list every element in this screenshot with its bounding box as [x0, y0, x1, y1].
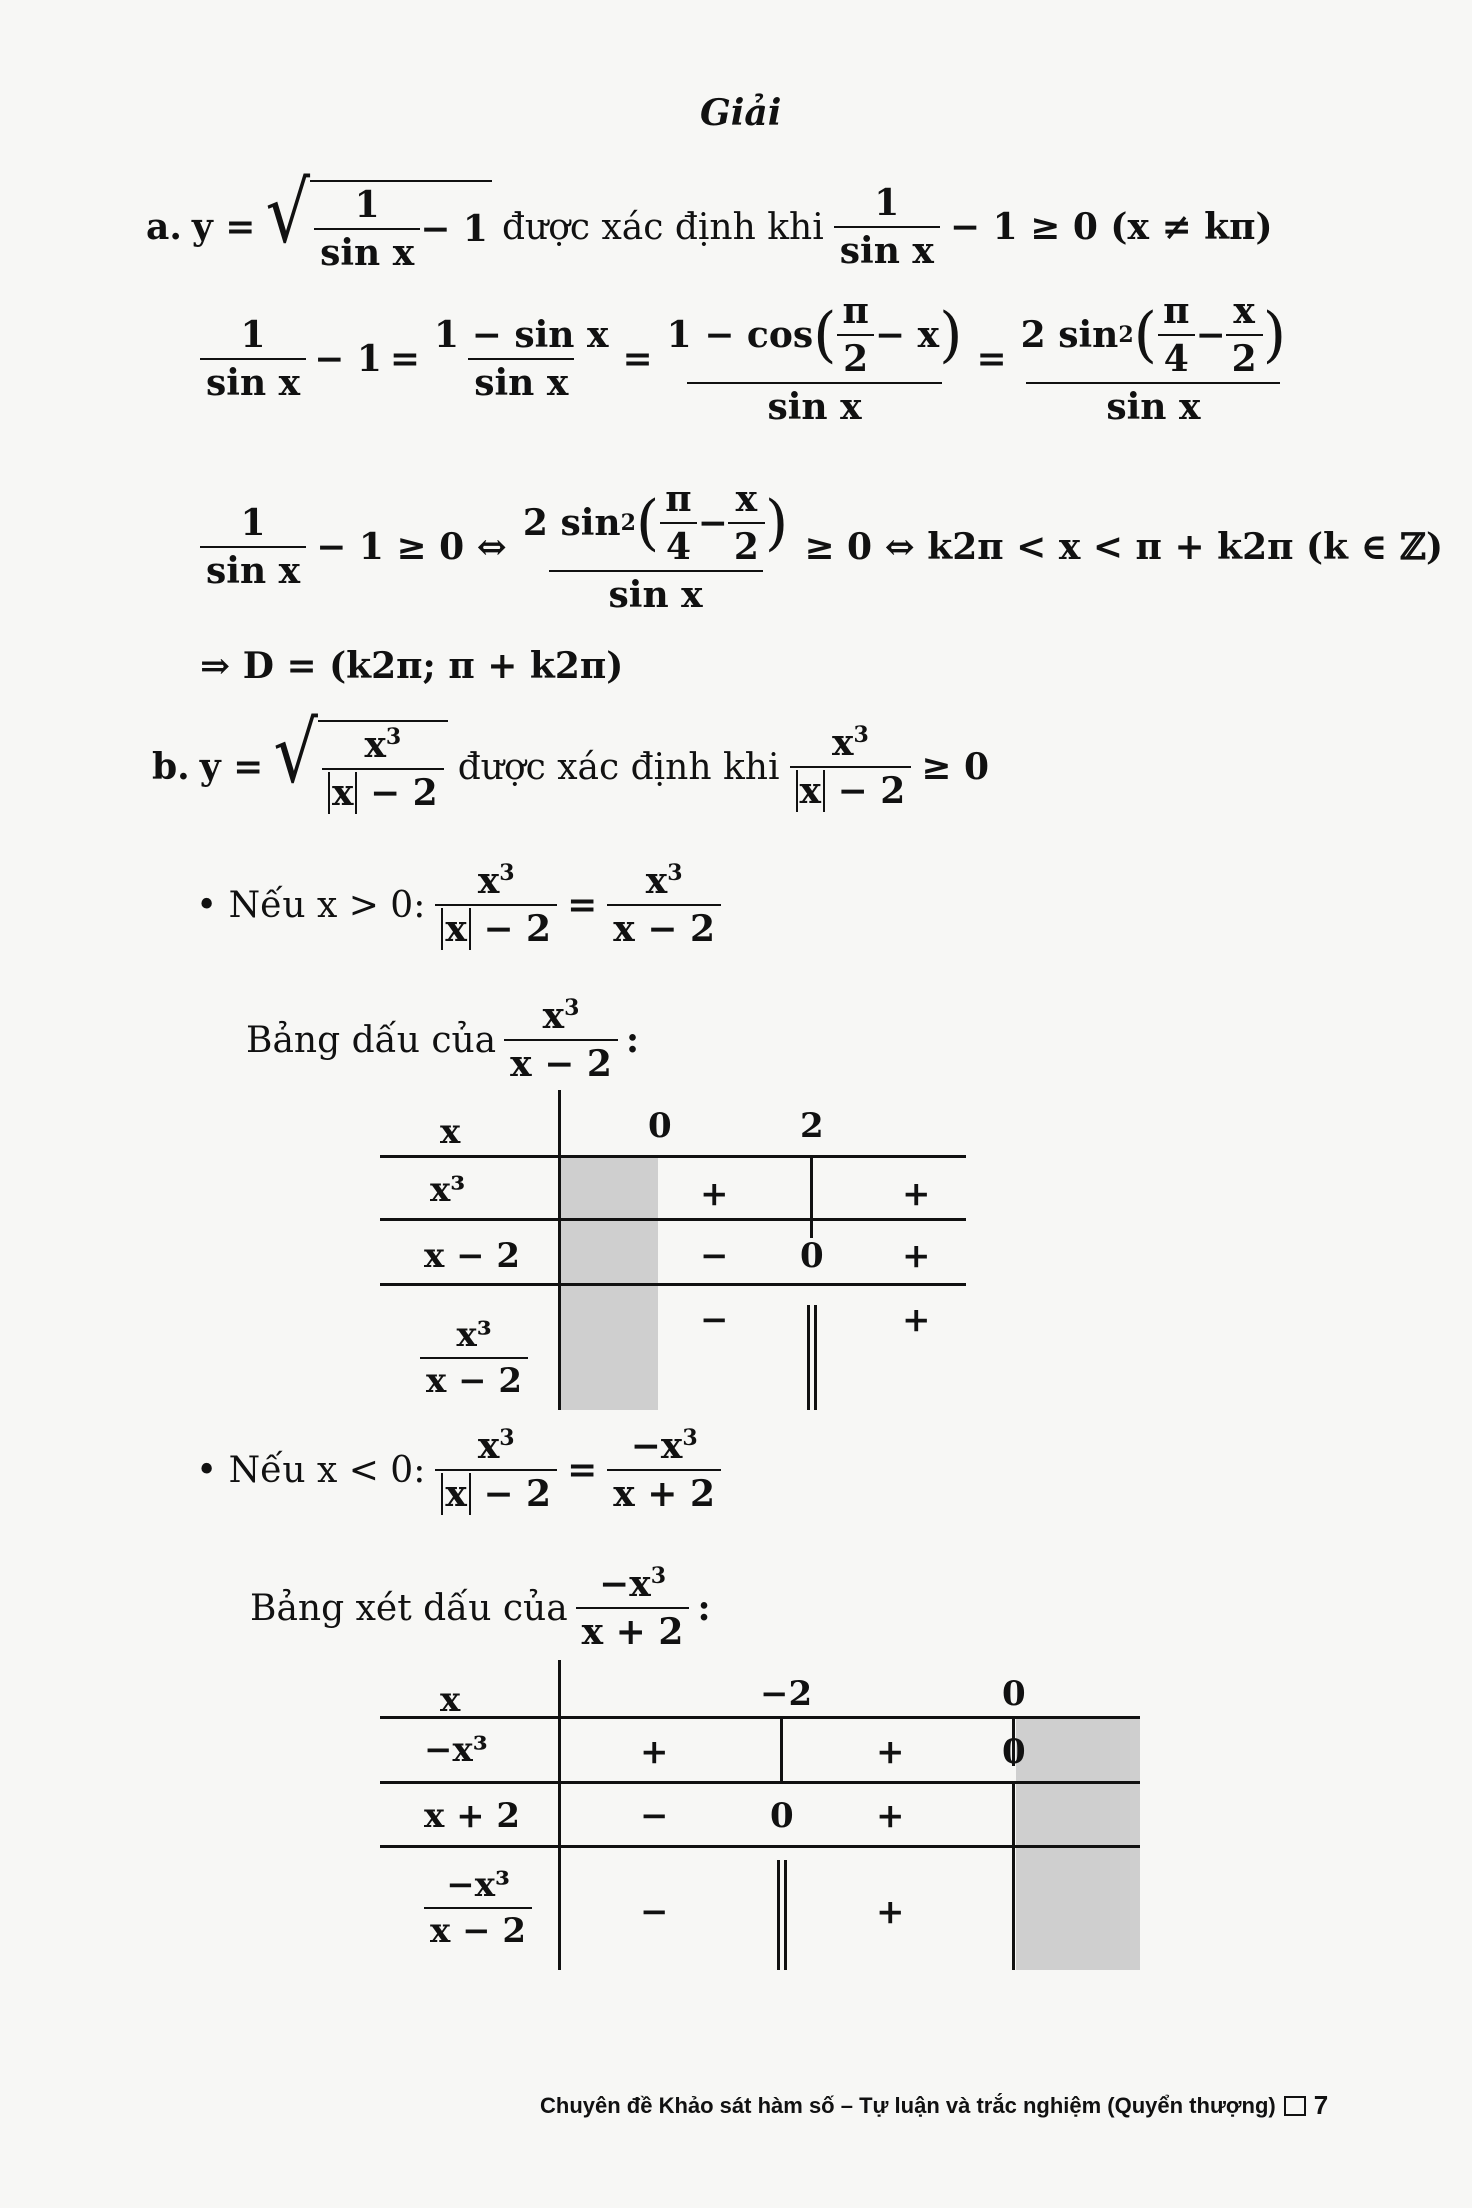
inequality-line: $\frac{1}{\text{sin x}}$ − 1 ≥ 0 ⇔ 2 sin 2 ( $\frac{\pi}{4}$ − $\frac{x}{2}$ ) sin x ≥ 0 ⇔ k2π < x < π + k2π (k ∈ ℤ): [200, 478, 1443, 616]
page-footer: [540, 2090, 1328, 2121]
point-0: 0: [648, 1106, 672, 1146]
page-number: 7: [1313, 2090, 1329, 2120]
book-title: Chuyên đề Khảo sát hàm số – Tự luận và trắc nghiệm (Quyển thượng): [540, 2092, 1276, 2118]
row-label-fraction: $\frac{\text{x³}}{x - 2}$: [420, 1315, 528, 1401]
identity-line: $\frac{1}{\text{sin x}}$ − 1 = $\frac{\text{1 − sin x}}{\text{sin x}}$ = 1 − cos ( $\frac{\pi}{2}$ − x ) sin x = 2 sin 2 ( $\frac{\pi}{4}$ − $\frac{x}{2}$ ) sin x: [200, 290, 1292, 428]
header-x: x: [440, 1112, 461, 1152]
book-icon: [1284, 2096, 1306, 2116]
row-label: x − 2: [424, 1236, 521, 1276]
part-a-line1: a. y = √ $\frac{1}{\text{sin x}}$ − 1 được xác định khi $\frac{1}{\text{sin x}}$ − 1 ≥ 0 (x ≠ kπ): [146, 163, 1273, 274]
condition-text: − 1 ≥ 0 (x ≠ kπ): [949, 206, 1273, 248]
row-label: −x³: [424, 1730, 488, 1770]
case-positive: • Nếu x > 0: $\frac{x^3}{x - 2}$ = $\frac{x^3}{x - 2}$: [196, 860, 721, 950]
domain-result: ⇒ D = (k2π; π + k2π): [200, 645, 624, 687]
row-label: x + 2: [424, 1796, 521, 1836]
row-label: x³: [430, 1170, 466, 1210]
point-2: 2: [800, 1106, 824, 1146]
table1-caption: Bảng dấu của $\frac{x^3}{x - 2}$ :: [246, 995, 640, 1085]
excluded-region: [1016, 1716, 1140, 1970]
part-a-label: a.: [146, 206, 182, 248]
point-0: 0: [1002, 1674, 1026, 1714]
defined-when-text: được xác định khi: [501, 206, 824, 248]
part-b-line1: b. y = √ $\frac{x^3}{x - 2}$ được xác định khi $\frac{x^3}{x - 2}$ ≥ 0: [152, 703, 990, 814]
sign-table-2: x −2 0 −x³ + + 0 x + 2 − 0 + $\frac{\text{−x³}}{x - 2}$ − +: [380, 1660, 1140, 1970]
header-x: x: [440, 1680, 461, 1720]
sign-table-1: x 0 2 x³ + + x − 2 − 0 + $\frac{\text{x³}}{x - 2}$ − +: [380, 1090, 970, 1410]
table2-caption: Bảng xét dấu của $\frac{-x^3}{x + 2}$ :: [250, 1563, 711, 1653]
y-equals: y =: [191, 206, 256, 248]
sqrt-expression: √ $\frac{1}{\text{sin x}}$ − 1: [265, 180, 491, 274]
row-label-fraction: $\frac{\text{−x³}}{x - 2}$: [424, 1865, 532, 1951]
case-negative: • Nếu x < 0: $\frac{x^3}{x - 2}$ = $\frac{-x^3}{x + 2}$: [196, 1425, 721, 1515]
heading: Giải: [700, 92, 782, 134]
point-minus-2: −2: [760, 1674, 813, 1714]
